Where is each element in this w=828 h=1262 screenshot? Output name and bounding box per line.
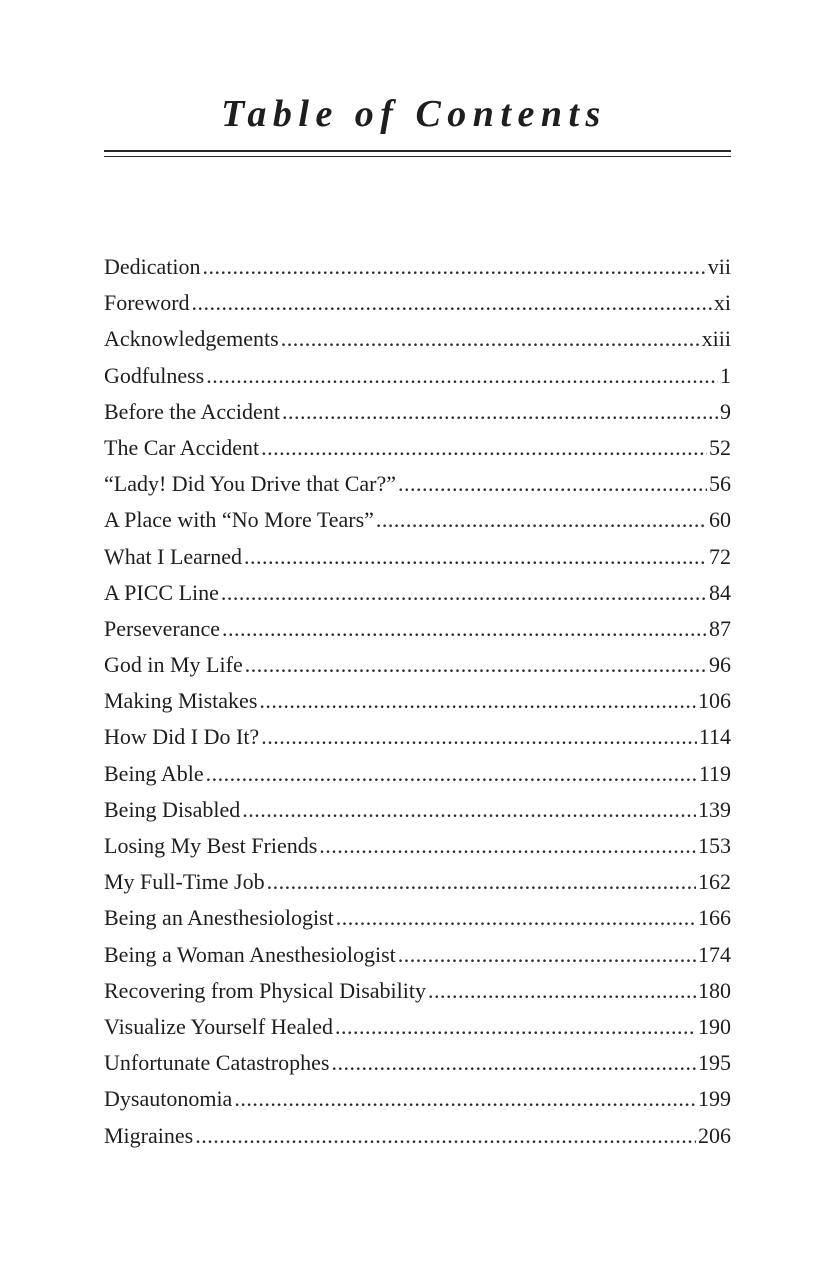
toc-entry-page-number: 195 bbox=[698, 1050, 731, 1076]
dot-leader bbox=[281, 321, 700, 357]
toc-entry bbox=[104, 900, 731, 936]
toc-entry-title: Visualize Yourself Healed bbox=[104, 1013, 334, 1039]
toc-entry bbox=[104, 683, 731, 719]
toc-entry-title: Godfulness bbox=[104, 362, 205, 388]
toc-entry bbox=[104, 394, 731, 430]
toc-entry-title: Acknowledgements bbox=[104, 326, 279, 352]
page-title: Table of Contents bbox=[221, 93, 607, 135]
toc-entry-page-number: xiii bbox=[701, 326, 731, 352]
toc-entry bbox=[104, 539, 731, 575]
toc-entry-title: Migraines bbox=[104, 1122, 194, 1148]
dot-leader bbox=[398, 466, 707, 502]
toc-entry-page-number: xi bbox=[713, 290, 731, 316]
dot-leader bbox=[428, 973, 696, 1009]
dot-leader bbox=[206, 756, 697, 792]
toc-entry-title: My Full-Time Job bbox=[104, 869, 265, 895]
dot-leader bbox=[398, 937, 696, 973]
toc-entry bbox=[104, 575, 731, 611]
toc-entry-page-number: 56 bbox=[709, 471, 731, 497]
toc-entry bbox=[104, 466, 731, 502]
dot-leader bbox=[261, 430, 707, 466]
toc-entry bbox=[104, 828, 731, 864]
toc-entry-title: Recovering from Physical Disability bbox=[104, 977, 426, 1003]
dot-leader bbox=[376, 502, 707, 538]
toc-entry-page-number: 96 bbox=[709, 652, 731, 678]
dot-leader bbox=[331, 1045, 696, 1081]
toc-entry bbox=[104, 719, 731, 755]
toc-entry bbox=[104, 285, 731, 321]
toc-entry bbox=[104, 756, 731, 792]
dot-leader bbox=[206, 358, 718, 394]
toc-list bbox=[104, 249, 731, 1154]
dot-leader bbox=[259, 683, 696, 719]
toc-entry-title: Unfortunate Catastrophes bbox=[104, 1050, 330, 1076]
toc-entry-title: The Car Accident bbox=[104, 434, 260, 460]
dot-leader bbox=[195, 1118, 696, 1154]
dot-leader bbox=[335, 1009, 696, 1045]
toc-entry-title: What I Learned bbox=[104, 543, 243, 569]
toc-entry-page-number: 9 bbox=[720, 398, 731, 424]
toc-entry-title: How Did I Do It? bbox=[104, 724, 260, 750]
dot-leader bbox=[242, 792, 696, 828]
toc-entry-title: Being Disabled bbox=[104, 796, 241, 822]
toc-entry-page-number: 52 bbox=[709, 434, 731, 460]
toc-entry-title: Foreword bbox=[104, 290, 190, 316]
dot-leader bbox=[203, 249, 706, 285]
toc-entry-page-number: 190 bbox=[698, 1013, 731, 1039]
dot-leader bbox=[234, 1081, 696, 1117]
dot-leader bbox=[282, 394, 718, 430]
toc-entry-title: Perseverance bbox=[104, 615, 221, 641]
toc-entry-page-number: 139 bbox=[698, 796, 731, 822]
toc-entry-page-number: 72 bbox=[709, 543, 731, 569]
toc-entry-page-number: 206 bbox=[698, 1122, 731, 1148]
toc-entry bbox=[104, 611, 731, 647]
toc-entry-page-number: 174 bbox=[698, 941, 731, 967]
dot-leader bbox=[319, 828, 696, 864]
dot-leader bbox=[336, 900, 696, 936]
dot-leader bbox=[261, 719, 697, 755]
toc-entry-title: Dedication bbox=[104, 254, 201, 279]
dot-leader bbox=[244, 539, 707, 575]
toc-entry bbox=[104, 1081, 731, 1117]
toc-entry bbox=[104, 358, 731, 394]
toc-entry-page-number: 106 bbox=[698, 688, 731, 714]
toc-entry bbox=[104, 249, 731, 285]
toc-entry bbox=[104, 647, 731, 683]
dot-leader bbox=[221, 575, 707, 611]
toc-entry-page-number: 60 bbox=[709, 507, 731, 533]
toc-entry-page-number: 87 bbox=[709, 615, 731, 641]
dot-leader bbox=[245, 647, 707, 683]
toc-entry-title: A PICC Line bbox=[104, 579, 219, 605]
toc-entry bbox=[104, 502, 731, 538]
toc-entry-page-number: 199 bbox=[698, 1086, 731, 1112]
toc-entry-page-number: 180 bbox=[698, 977, 731, 1003]
toc-entry-page-number: 1 bbox=[720, 362, 731, 388]
dot-leader bbox=[267, 864, 696, 900]
toc-entry-title: A Place with “No More Tears” bbox=[104, 507, 374, 533]
toc-entry-page-number: 153 bbox=[698, 833, 731, 858]
toc-entry-title: Before the Accident bbox=[104, 398, 280, 424]
toc-entry bbox=[104, 864, 731, 900]
dot-leader bbox=[192, 285, 712, 321]
toc-entry-page-number: 119 bbox=[698, 760, 731, 786]
toc-entry-title: Being a Woman Anesthesiologist bbox=[104, 941, 396, 967]
toc-entry bbox=[104, 1009, 731, 1045]
toc-entry-title: Being an Anesthesiologist bbox=[104, 905, 334, 931]
toc-entry-title: Dysautonomia bbox=[104, 1086, 233, 1112]
toc-entry-page-number: 162 bbox=[698, 869, 731, 895]
toc-entry bbox=[104, 1118, 731, 1154]
toc-entry bbox=[104, 792, 731, 828]
toc-entry bbox=[104, 321, 731, 357]
toc-entry-title: God in My Life bbox=[104, 652, 243, 678]
toc-entry-title: Losing My Best Friends bbox=[104, 833, 318, 858]
title-double-rule bbox=[104, 150, 731, 157]
toc-entry bbox=[104, 937, 731, 973]
dot-leader bbox=[222, 611, 707, 647]
toc-entry-page-number: vii bbox=[707, 254, 731, 279]
toc-entry bbox=[104, 430, 731, 466]
toc-entry-page-number: 114 bbox=[698, 724, 731, 750]
toc-entry bbox=[104, 1045, 731, 1081]
toc-entry-page-number: 166 bbox=[698, 905, 731, 931]
toc-entry-title: Being Able bbox=[104, 760, 204, 786]
toc-entry-title: “Lady! Did You Drive that Car?” bbox=[104, 471, 397, 497]
toc-entry-title: Making Mistakes bbox=[104, 688, 258, 714]
toc-entry-page-number: 84 bbox=[709, 579, 731, 605]
toc-entry bbox=[104, 973, 731, 1009]
